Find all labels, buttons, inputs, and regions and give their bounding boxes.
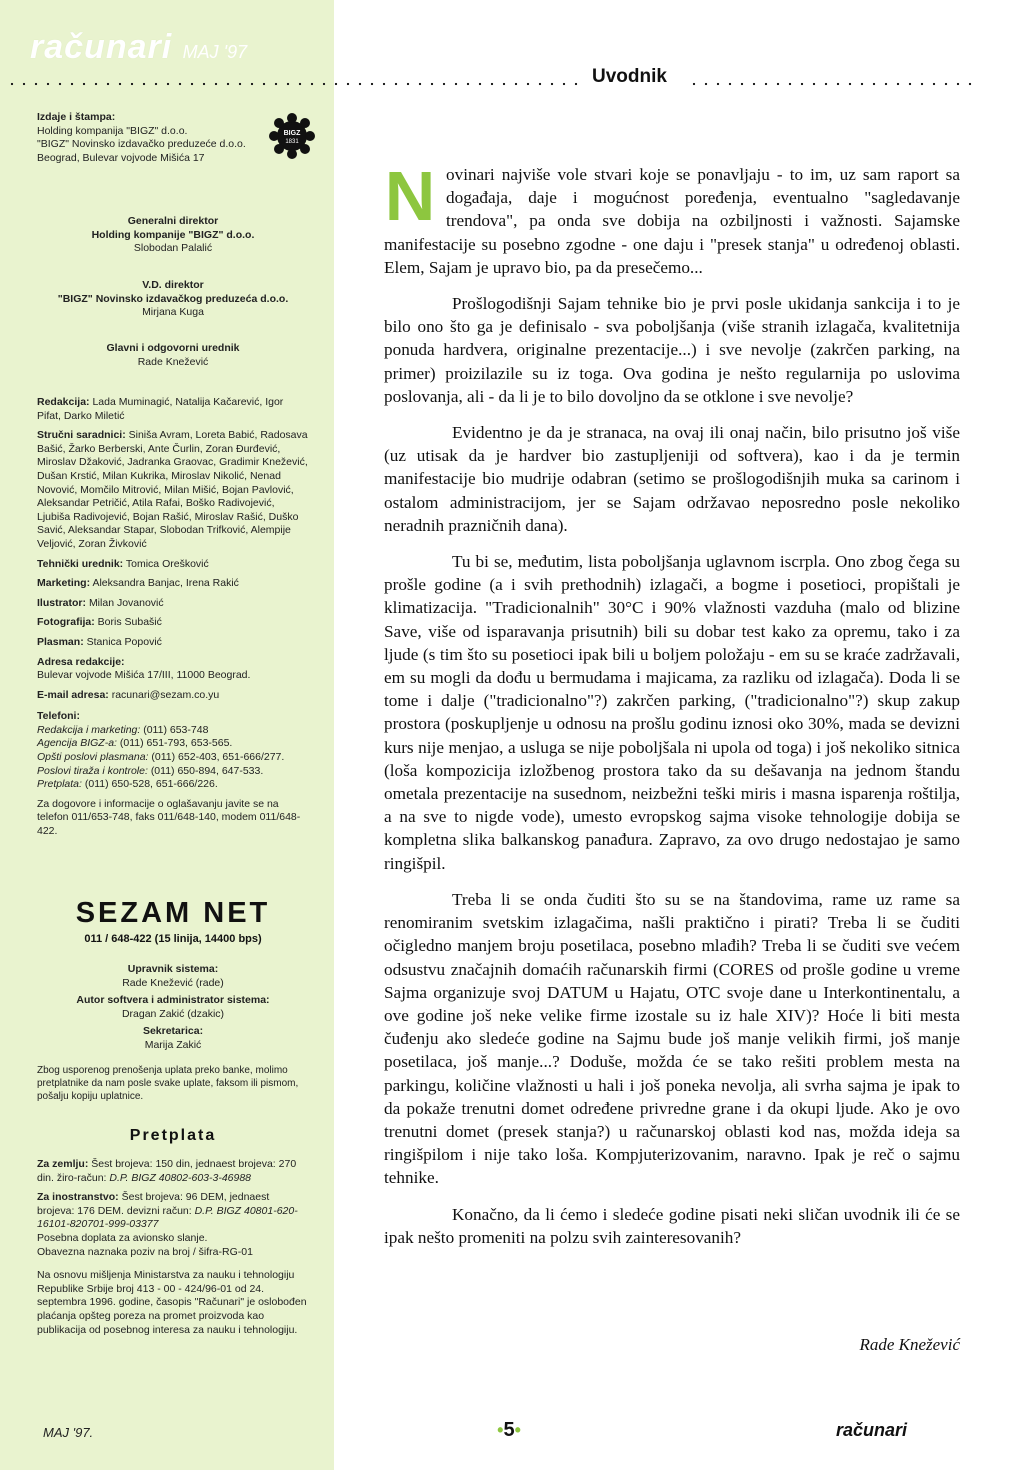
- magazine-logo: računari: [30, 28, 173, 66]
- article-paragraph: Prošlogodišnji Sajam tehnike bio je prvi posle ukidanja sankcija i to je bilo ono što ga je definisalo - sva poboljšanja (više stranih izlagača, kvalitetnija ponuda hardvera, originalne prezentacije...) i sve nevolje (zakrčen parking, na primer) proizilazile su iz toga. Ova godina je nešto regularnija po uslovima poslovanja, ali - da li je to bilo dovoljno da se otklone i sve nevolje?: [384, 294, 960, 406]
- staff-name: Mirjana Kuga: [142, 306, 204, 319]
- credits-block: [37, 396, 309, 839]
- staff-title: "BIGZ" Novinsko izdavačkog preduzeća d.o.o.: [57, 292, 289, 305]
- article-paragraph: Treba li se onda čuditi što su se na štandovima, rame uz rame sa renomiranim svetskim izlagačima, našli praktično i pirati? Treba li se čuditi očigledno manjem broju posetilaca, posebno mlađih? Treba li se čuditi sve većem odsustvu značajnih domaćih računarskih firmi (CORES od prošle godine u vreme Sajma organizuje svoj DATUM u Hajatu, OTC svoje dane u Interkontinentalu, a ove godine još neke velike firme izostale su iz hale XIV)? Hoće li biti mesta čuđenju ako sledeće godine na Sajmu bude još manje velikih firmi, još manje posetilaca, još manje...? Doduše, možda će se tako rešiti problem mesta na parkingu, količine vlažnosti u hali i još poneka nevolja, ali svrha sajma je ipak to da pokaže trenutni domet određene privredne grane i da okupi ljude. Ako je ovo trenutni domet (presek stanja?) u računarskoj oblasti kod nas, možda ideja sa ringišpilom i nije tako loša. Kompjuterizovanim, naravno. Ipak je reč o sajmu tehnike.: [384, 889, 960, 1188]
- magazine-masthead: [30, 28, 247, 64]
- publisher-line: Beograd, Bulevar vojvode Mišića 17: [37, 151, 205, 164]
- logo-text-top: BIGZ: [283, 130, 301, 137]
- editorial-article: [384, 157, 960, 1262]
- staff-block-1: [37, 215, 309, 256]
- page-number: •5•: [497, 1419, 521, 1441]
- credit-ilustrator: Ilustrator: Milan Jovanović: [37, 596, 164, 609]
- staff-title: V.D. direktor: [142, 279, 204, 291]
- dotted-rule-left: [6, 82, 586, 86]
- credit-fotografija: Fotografija: Boris Subašić: [37, 616, 162, 629]
- phone-line: Opšti poslovi plasmana: (011) 652-403, 651-666/277.: [37, 751, 285, 764]
- credit-tehnicki: Tehnički urednik: Tomica Orešković: [37, 557, 209, 570]
- staff-block-3: [37, 342, 309, 369]
- bullet-icon: •: [514, 1420, 521, 1440]
- credit-plasman: Plasman: Stanica Popović: [37, 635, 162, 648]
- staff-name: Rade Knežević: [137, 355, 209, 368]
- phone-line: Pretplata: (011) 650-528, 651-666/226.: [37, 778, 218, 791]
- article-paragraph: Tu bi se, međutim, lista poboljšanja uglavnom iscrpla. Ono zbog čega su prošle godine (a i svih prethodnih) izlagači, a bogme i posetioci, propištali je klimatizacija. "Tradicionalnih" 30°C i 90% vlažnosti vazduha (malo od blizine Save, više od isparavanja prisutnih) bili su dobar test kako za opremu, tako i za ljude (s tim što su posetioci ipak bili u boljem položaju - em su se kraće zadržavali, em su mogli da dođu u bermudama i majicama, za razliku od izlagača). Doda li se tome i dalje ("tradicionalno"?) zakrčen parking, ("tradicionalno"?) skup zakup prostora (poskupljenje u odnosu na prošlu godinu iznosi oko 30%, mada se devizni kurs nije menjao, a usluga se nije poboljšala ni upola od toga) i još nekoliko sitnica (loša kompozicija izložbenog prostora tako da su dešavanja na jednom štandu ometala prezentacije na susednom, neizbežni teški miris i masna isparenja roštilja, a na sve to nigde vode), umesto evropskog sajma visoke tehnologije dobija se kompletna slika balkanskog panađura. Zapravo, za ovo drugo nedostajao je samo ringišpil.: [384, 552, 960, 873]
- article-paragraph: Novinari najviše vole stvari koje se ponavljaju - to im, uz sam raport sa događaja, daje i mogućnost poređenja, eventualno "sagledavanje trendova", pa onda sve dobija na ozbiljnosti i važnosti. Sajamske manifestacije su posebno zgodne - one daju i "presek stanja" u određenoj oblasti. Elem, Sajam je upravo bio, pa da presečemo...: [384, 157, 960, 277]
- credit-adresa: Adresa redakcije: Bulevar vojvode Mišića 17/III, 11000 Beograd.: [37, 655, 251, 682]
- footer-month: MAJ '97.: [43, 1425, 94, 1440]
- credit-email: E-mail adresa: racunari@sezam.co.yu: [37, 688, 220, 701]
- advertising-note: Za dogovore i informacije o oglašavanju javite se na telefon 011/653-748, faks 011/648-140, modem 011/648-422.: [37, 797, 301, 838]
- subscription-title: Pretplata: [129, 1127, 217, 1144]
- credit-marketing: Marketing: Aleksandra Banjac, Irena Rakić: [37, 577, 239, 590]
- phone-line: Redakcija i marketing: (011) 653-748: [37, 723, 209, 736]
- bullet-icon: •: [497, 1420, 504, 1440]
- staff-title: Glavni i odgovorni urednik: [106, 342, 240, 354]
- logo-text-bottom: 1831: [285, 139, 299, 145]
- staff-title: Generalni direktor: [127, 215, 219, 227]
- publisher-heading: Izdaje i štampa:: [37, 111, 116, 123]
- sezam-note: Zbog usporenog prenošenja uplata preko banke, molimo pretplatnike da nam posle svake uplate, faksom ili pismom, pošalju kopiju uplatnice.: [37, 1065, 299, 1102]
- phone-line: Poslovi tiraža i kontrole: (011) 650-894, 647-533.: [37, 764, 264, 777]
- staff-block-2: [37, 279, 309, 320]
- publisher-line: "BIGZ" Novinsko izdavačko preduzeće d.o.o.: [37, 138, 246, 151]
- section-title: Uvodnik: [592, 66, 667, 87]
- credit-redakcija: Redakcija: Lada Muminagić, Natalija Kačarević, Igor Pifat, Darko Miletić: [37, 396, 284, 422]
- article-paragraph: Konačno, da li ćemo i sledeće godine pisati neki sličan uvodnik ili će se ipak nešto promeniti na polzu svih zainteresovanih?: [384, 1204, 960, 1247]
- subscription-block: Za zemlju: Šest brojeva: 150 din, jednaest brojeva: 270 din. žiro-račun: D.P. BIGZ 40802-603-3-46988 Za inostranstvo: Šest brojeva: 96 DEM, jednaest brojeva: 176 DEM. devizni račun: D.P. BIGZ 40801-620-16101-820701-999-03377 Posebna doplata za avionsko slanje. Obavezna naznaka poziv na broj / šifra-RG-01 Na osnovu mišljenja Ministarstva za nauku i tehnologiju Republike Srbije broj 413 - 00 - 424/96-01 od 24. septembra 1996. godine, časopis "Računari" je oslobođen plaćanja opšteg poreza na promet proizvoda kao publikacija od posebnog interesa za nauku i tehnologiju.: [37, 1158, 309, 1337]
- staff-name: Slobodan Palalić: [133, 242, 213, 255]
- phone-line: Agencija BIGZ-a: (011) 651-793, 653-565.: [37, 737, 233, 750]
- dotted-rule-right: [688, 82, 978, 86]
- footer-brand: računari: [836, 1420, 908, 1440]
- staff-title: Holding kompanije "BIGZ" d.o.o.: [91, 228, 255, 241]
- sezam-net-subtitle: 011 / 648-422 (15 linija, 14400 bps): [84, 933, 262, 945]
- article-paragraph: Evidentno je da je stranaca, na ovaj ili onaj način, bilo prisutno još više (uz utisak da je hardver bio zastupljeniji od softvera), kao i da je termin manifestacije bio mudrije odabran (setimo se prošlogodišnjih muka sa carinom i ostalom administracijom, jer se Sajam održavao neposredno posle nekoliko neradnih prazničnih dana).: [384, 423, 960, 535]
- issue-month: MAJ '97: [182, 42, 248, 62]
- sezam-net-title: SEZAM NET: [75, 897, 271, 929]
- telefoni-block: Telefoni: Redakcija i marketing: (011) 653-748 Agencija BIGZ-a: (011) 651-793, 653-565. Opšti poslovi plasmana: (011) 652-403, 651-666/277. Poslovi tiraža i kontrole: (011) 650-894, 647-533. Pretplata: (011) 650-528, 651-666/226. Za dogovore i informacije o oglašavanju javite se na telefon 011/653-748, faks 011/648-140, modem 011/648-422.: [37, 710, 309, 838]
- credit-saradnici: Stručni saradnici: Siniša Avram, Loreta Babić, Radosava Bašić, Žarko Berberski, Ante Čurlin, Zoran Đurđević, Miroslav Džaković, Jadranka Graovac, Gradimir Knežević, Dušan Krstić, Milan Kukrika, Miroslav Nikolić, Nenad Novović, Momčilo Mitrović, Milan Mišić, Bojan Pavlović, Aleksandar Petričić, Atila Rafai, Boško Radivojević, Ljubiša Radivojević, Bojan Rašić, Miroslav Rašić, Duško Savić, Aleksandar Stapar, Slobodan Trifković, Alempije Veljović, Zoran Živković: [37, 429, 308, 550]
- bigz-logo-icon: [268, 112, 316, 160]
- publisher-line: Holding kompanija "BIGZ" d.o.o.: [37, 124, 188, 137]
- ministry-note: Na osnovu mišljenja Ministarstva za nauku i tehnologiju Republike Srbije broj 413 - 00 - 424/96-01 od 24. septembra 1996. godine, časopis "Računari" je oslobođen plaćanja opšteg poreza na promet proizvoda kao publikacija od posebnog interesa za nauku i tehnologiju.: [37, 1269, 307, 1336]
- article-author: Rade Knežević: [859, 1335, 960, 1354]
- drop-cap: N: [384, 157, 436, 235]
- subscription-foreign: Za inostranstvo: Šest brojeva: 96 DEM, jednaest brojeva: 176 DEM. devizni račun: D.P. BIGZ 40801-620-16101-820701-999-03377: [37, 1191, 298, 1231]
- sezam-staff: Upravnik sistema: Rade Knežević (rade) Autor softvera i administrator sistema: Dragan Zakić (dzakic) Sekretarica: Marija Zakić: [76, 963, 270, 1051]
- subscription-domestic: Za zemlju: Šest brojeva: 150 din, jednaest brojeva: 270 din. žiro-račun: D.P. BIGZ 40802-603-3-46988: [37, 1158, 297, 1184]
